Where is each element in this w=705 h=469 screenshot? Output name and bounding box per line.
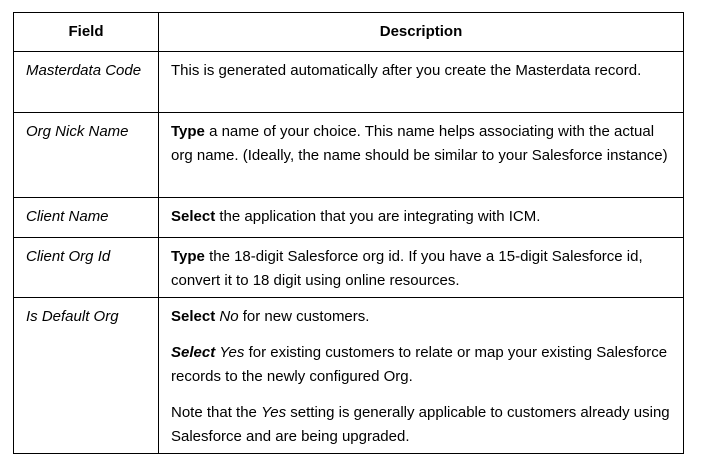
text-run: Yes: [261, 404, 287, 421]
table-row: [14, 298, 684, 454]
description-cell: [159, 52, 684, 113]
table-header-description: Description: [159, 13, 684, 52]
text-run: This is generated automatically after you create the Masterdata record.: [171, 62, 642, 79]
field-cell: Is Default Org: [14, 298, 159, 454]
description-cell: [159, 298, 684, 454]
field-cell: Masterdata Code: [14, 52, 159, 113]
text-run: Select: [171, 344, 216, 361]
text-run: Type: [171, 123, 205, 140]
description-cell: [159, 198, 684, 238]
description-paragraph: [171, 401, 671, 449]
text-run: Note that the: [171, 404, 262, 421]
field-description-table: [13, 12, 684, 454]
text-run: the 18-digit Salesforce org id. If you have a 15-digit Salesforce id, convert it to 18 digit using online resources.: [171, 248, 643, 289]
description-cell: [159, 238, 684, 298]
description-paragraph: [171, 59, 671, 83]
field-cell: Org Nick Name: [14, 113, 159, 198]
description-paragraph: [171, 245, 671, 293]
description-cell: [159, 113, 684, 198]
text-run: a name of your choice. This name helps associating with the actual org name. (Ideally, the name should be similar to your Salesforce instance): [171, 123, 668, 164]
table-row: [14, 198, 684, 238]
text-run: Select: [171, 308, 216, 325]
text-run: Type: [171, 248, 205, 265]
text-run: for existing customers to relate or map your existing Salesforce records to the newly configured Org.: [171, 344, 668, 385]
text-run: No: [219, 308, 239, 325]
table-header-row: [14, 13, 684, 52]
description-paragraph: [171, 205, 671, 229]
field-cell: Client Org Id: [14, 238, 159, 298]
text-run: for new customers.: [238, 308, 370, 325]
text-run: Select: [171, 208, 216, 225]
description-paragraph: [171, 341, 671, 389]
table-header-field: Field: [14, 13, 159, 52]
text-run: Yes: [219, 344, 245, 361]
field-cell: Client Name: [14, 198, 159, 238]
table-row: [14, 113, 684, 198]
description-paragraph: [171, 305, 671, 329]
text-run: the application that you are integrating with ICM.: [215, 208, 541, 225]
table-row: [14, 238, 684, 298]
description-paragraph: [171, 120, 671, 168]
table-row: [14, 52, 684, 113]
text-run: setting is generally applicable to customers already using Salesforce and are being upgraded.: [171, 404, 670, 445]
